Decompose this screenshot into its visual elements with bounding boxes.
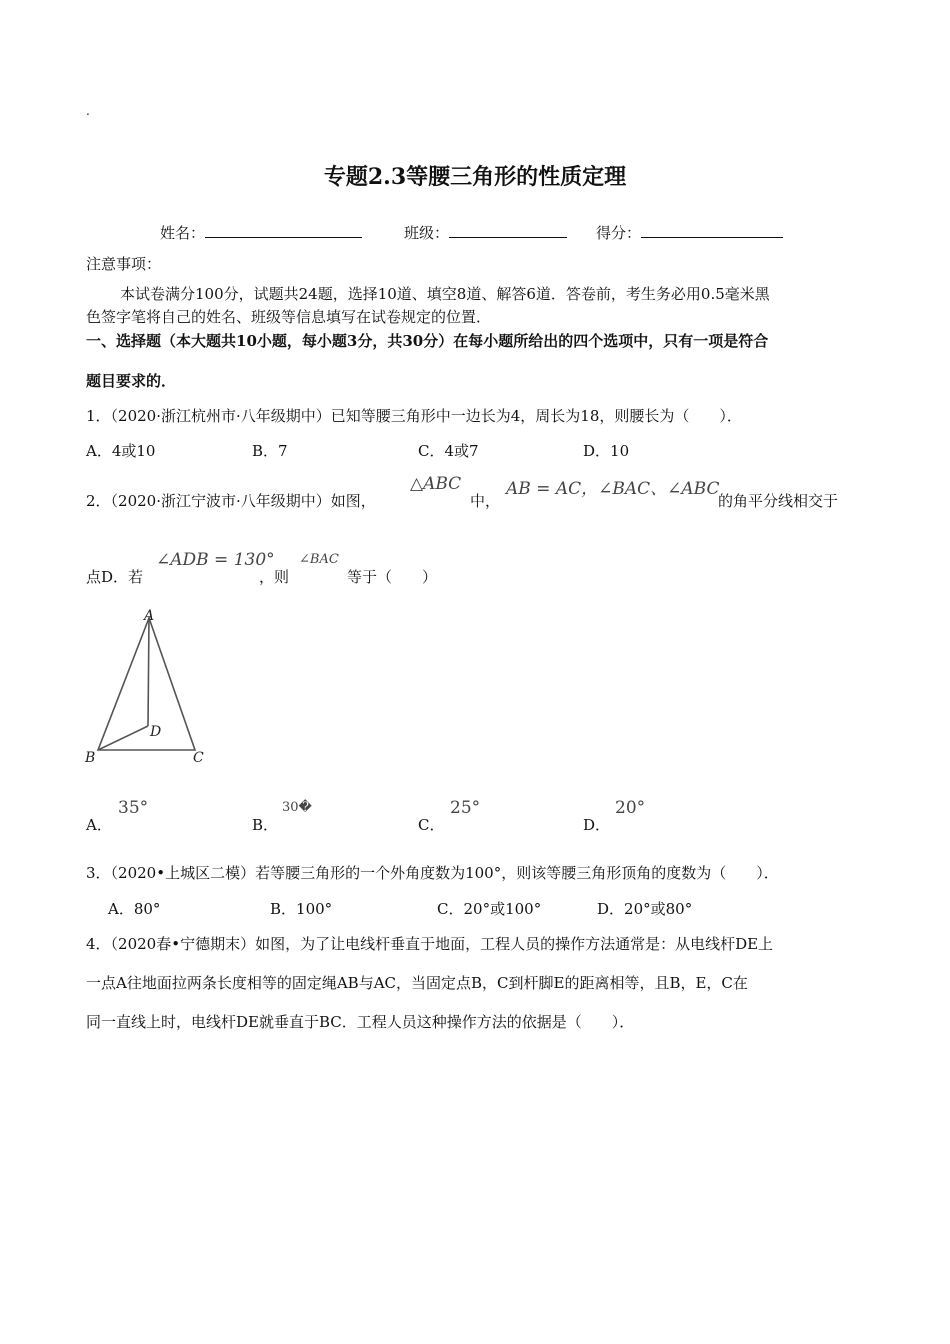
q2-line2-mid: ，则 xyxy=(259,568,290,586)
q1-option-b[interactable]: B．7 xyxy=(252,442,288,460)
q2-option-b-letter[interactable]: B． xyxy=(252,816,279,834)
q4-line-2: 一点A往地面拉两条长度相等的固定绳AB与AC，当固定点B，C到杆脚E的距离相等，且B，E，C在 xyxy=(86,974,748,992)
q1-option-a[interactable]: A．4或10 xyxy=(86,442,156,460)
notice-line-1: 本试卷满分100分，试题共24题，选择10道、填空8道、解答6道．答卷前，考生务必用0.5毫米黑 xyxy=(120,285,770,303)
q2-option-a-letter[interactable]: A． xyxy=(86,816,112,834)
q2-line2-prefix: 点D．若 xyxy=(86,568,144,586)
notice-line-2: 色签字笔将自己的姓名、班级等信息填写在试卷规定的位置． xyxy=(86,308,492,326)
q1-option-c[interactable]: C．4或7 xyxy=(418,442,479,460)
vertex-label-a: A xyxy=(144,608,155,624)
q1-stem: 1．（2020·浙江杭州市·八年级期中）已知等腰三角形中一边长为4，周长为18，则腰长为（ ）． xyxy=(86,407,742,425)
class-field[interactable] xyxy=(404,222,567,243)
q2-option-b-value: 30� xyxy=(282,800,312,815)
q3-option-a[interactable]: A．80° xyxy=(108,900,161,918)
notice-label: 注意事项： xyxy=(86,255,162,273)
q4-line-3: 同一直线上时，电线杆DE就垂直于BC．工程人员这种操作方法的依据是（ ）． xyxy=(86,1013,635,1031)
q2-option-a-value: 35° xyxy=(118,798,149,818)
q2-line2-suffix: 等于（ ） xyxy=(347,568,438,586)
q3-option-c[interactable]: C．20°或100° xyxy=(437,900,542,918)
q2-math-condition: AB = AC，∠BAC、∠ABC xyxy=(506,479,720,499)
point-label-d: D xyxy=(150,724,162,740)
q2-triangle-figure xyxy=(80,604,220,774)
q3-option-d[interactable]: D．20°或80° xyxy=(597,900,693,918)
q2-option-c-value: 25° xyxy=(450,798,481,818)
corner-mark: . xyxy=(86,104,90,118)
q3-option-b[interactable]: B．100° xyxy=(270,900,333,918)
q2-stem-mid: 中， xyxy=(470,492,501,510)
name-label: 姓名： xyxy=(160,224,206,242)
name-blank[interactable] xyxy=(205,223,362,238)
score-field[interactable] xyxy=(596,222,783,243)
score-label: 得分： xyxy=(596,224,642,242)
class-label: 班级： xyxy=(404,224,450,242)
q2-stem-prefix: 2．（2020·浙江宁波市·八年级期中）如图， xyxy=(86,492,376,510)
triangle-abc-shape xyxy=(98,618,195,750)
q2-math-ask: ∠BAC xyxy=(299,552,339,567)
score-blank[interactable] xyxy=(641,223,783,238)
q2-option-c-letter[interactable]: C． xyxy=(418,816,445,834)
q4-line-1: 4．（2020春•宁德期末）如图，为了让电线杆垂直于地面，工程人员的操作方法通常是：从电线杆DE上 xyxy=(86,935,774,953)
q2-math-triangle: △ABC xyxy=(410,474,462,494)
q1-option-d[interactable]: D．10 xyxy=(583,442,630,460)
section-heading-line-1: 一、选择题（本大题共10小题，每小题3分，共30分）在每小题所给出的四个选项中，只有一项是符合 xyxy=(86,332,769,350)
q2-option-d-letter[interactable]: D． xyxy=(583,816,611,834)
q3-stem: 3．（2020•上城区二模）若等腰三角形的一个外角度数为100°，则该等腰三角形顶角的度数为（ ）． xyxy=(86,864,779,882)
q2-math-given: ∠ADB = 130° xyxy=(156,550,275,570)
bisector-ad xyxy=(148,618,149,726)
q2-option-d-value: 20° xyxy=(615,798,646,818)
class-blank[interactable] xyxy=(449,223,567,238)
vertex-label-b: B xyxy=(85,750,96,766)
q2-stem-suffix: 的角平分线相交于 xyxy=(718,492,839,510)
page-title: 专题2.3等腰三角形的性质定理 xyxy=(323,164,627,190)
section-heading-line-2: 题目要求的． xyxy=(86,372,177,390)
vertex-label-c: C xyxy=(193,750,204,766)
name-field[interactable] xyxy=(160,222,362,243)
